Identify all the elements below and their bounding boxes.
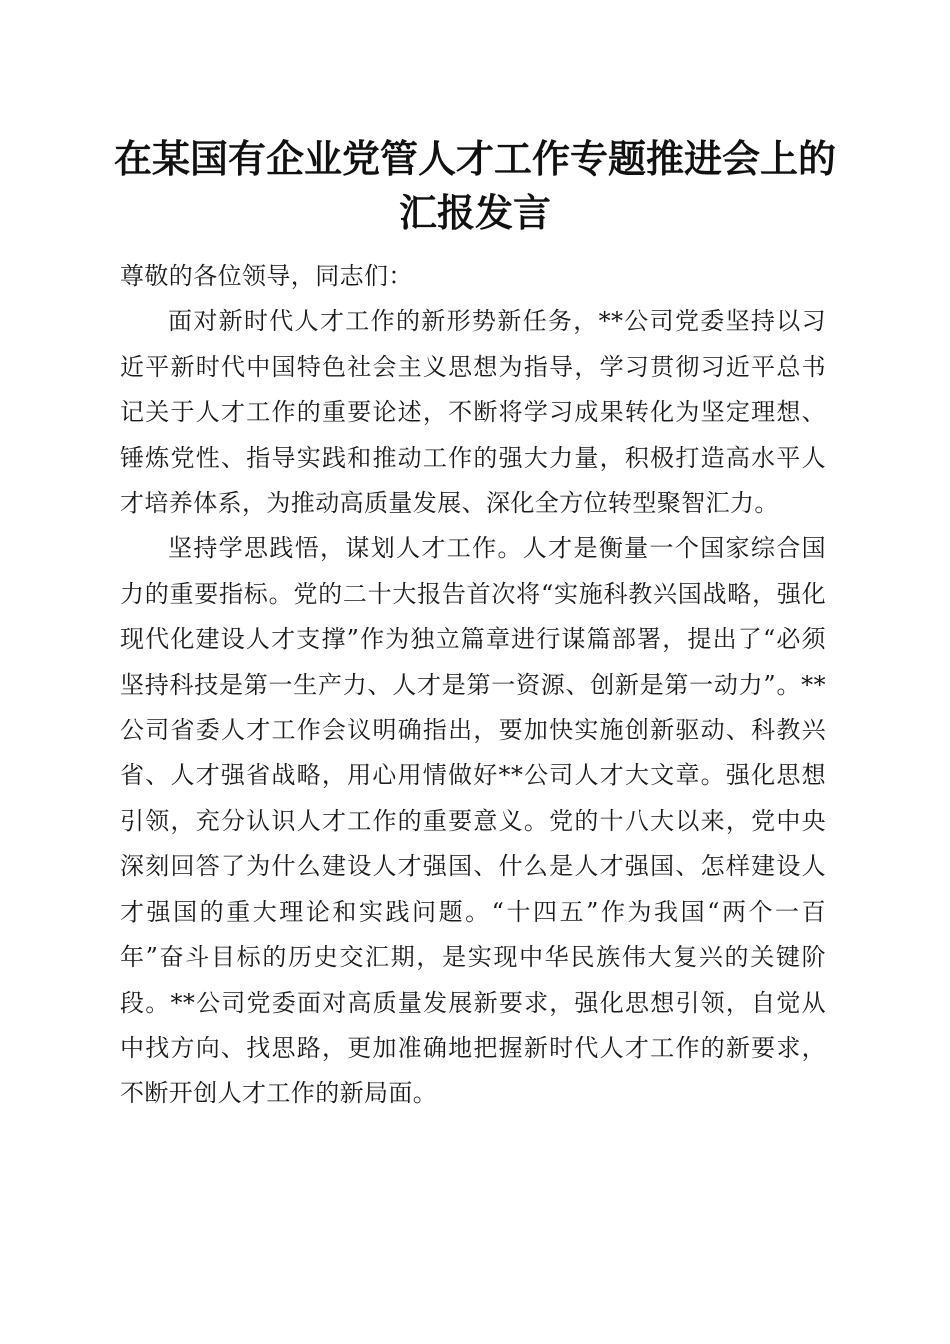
- document-title: 在某国有企业党管人才工作专题推进会上的汇报发言: [113, 136, 836, 235]
- paragraph-study-practice: 坚持学思践悟，谋划人才工作。人才是衡量一个国家综合国力的重要指标。党的二十大报告首次将“实施科教兴国战略，强化现代化建设人才支撑”作为独立篇章进行谋篇部署，提出了“必须坚持科技是第一生产力、人才是第一资源、创新是第一动力”。**公司省委人才工作会议明确指出，要加快实施创新驱动、科教兴省、人才强省战略，用心用情做好**公司人才大文章。强化思想引领，充分认识人才工作的重要意义。党的十八大以来，党中央深刻回答了为什么建设人才强国、什么是人才强国、怎样建设人才强国的重大理论和实践问题。“十四五”作为我国“两个一百年”奋斗目标的历史交汇期，是实现中华民族伟大复兴的关键阶段。**公司党委面对高质量发展新要求，强化思想引领，自觉从中找方向、找思路，更加准确地把握新时代人才工作的新要求，不断开创人才工作的新局面。: [120, 534, 826, 1108]
- salutation: 尊敬的各位领导，同志们：: [120, 262, 413, 290]
- paragraph-intro: 面对新时代人才工作的新形势新任务，**公司党委坚持以习近平新时代中国特色社会主义思想为指导，学习贯彻习近平总书记关于人才工作的重要论述，不断将学习成果转化为坚定理想、锤炼党性、指导实践和推动工作的强大力量，积极打造高水平人才培养体系，为推动高质量发展、深化全方位转型聚智汇力。: [120, 307, 826, 518]
- document-body: [120, 254, 826, 1117]
